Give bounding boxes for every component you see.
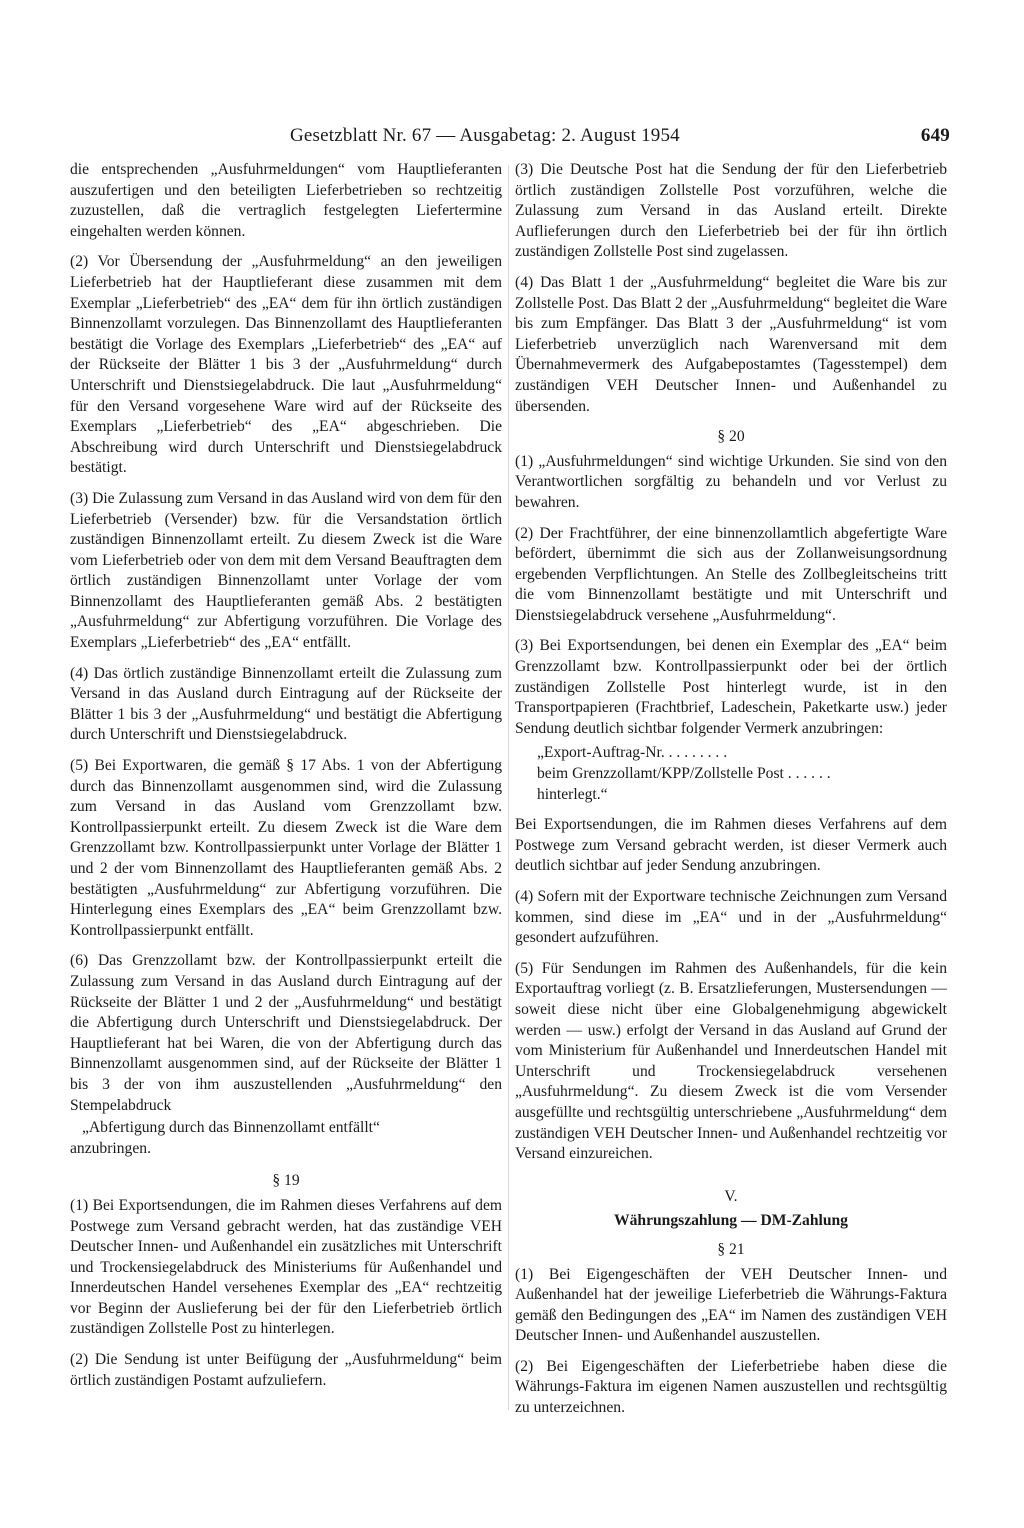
paragraph: (1) Bei Eigengeschäften der VEH Deutscher Innen- und Außenhandel hat der jeweilige Lieferbetrieb die Währungs-Faktura gemäß den Bedingungen des „EA“ im Namen des zuständigen VEH Deutscher Innen- und Außenhandel auszustellen. (515, 1265, 947, 1345)
left-column (70, 160, 502, 1401)
column-divider (508, 165, 509, 1410)
part-v-heading: Währungszahlung — DM-Zahlung (614, 1212, 848, 1230)
remark-line: hinterlegt.“ (537, 785, 608, 803)
remark-line: beim Grenzzollamt/KPP/Zollstelle Post . . . . . . (537, 765, 831, 783)
paragraph: anzubringen. (70, 1139, 151, 1157)
paragraph: (2) Vor Übersendung der „Ausfuhrmeldung“ an den jeweiligen Lieferbetrieb hat der Hauptlieferant diese zusammen mit dem Exemplar „Lieferbetrieb“ des „EA“ dem für ihn örtlich zuständigen Binnenzollamt vorzulegen. Das Binnenzollamt des Hauptlieferanten bestätigt die Vorlage des Exemplars „Lieferbetrieb“ des „EA“ auf der Rückseite der Blätter 1 bis 3 der „Ausfuhrmeldung“ durch Unterschrift und Dienstsiegelabdruck. Die laut „Ausfuhrmeldung“ für den Versand vorgesehene Ware wird auf der Rückseite des Exemplars „Lieferbetrieb“ des „EA“ abgeschrieben. Die Abschreibung wird durch Unterschrift und Dienstsiegelabdruck bestätigt. (70, 253, 502, 477)
part-v-title: V. (724, 1187, 738, 1205)
paragraph: (4) Das örtlich zuständige Binnenzollamt erteilt die Zulassung zum Versand in das Ausland durch Eintragung auf der Rückseite der Blätter 1 bis 3 der „Ausfuhrmeldung“ und bestätigt die Abfertigung durch Unterschrift und Dienstsiegelabdruck. (70, 664, 502, 744)
paragraph: (4) Das Blatt 1 der „Ausfuhrmeldung“ begleitet die Ware bis zur Zollstelle Post. Das Blatt 2 der „Ausfuhrmeldung“ begleitet die Ware bis zum Empfänger. Das Blatt 3 der „Ausfuhrmeldung“ ist vom Lieferbetrieb unverzüglich nach Warenversand mit dem Übernahmevermerk des Aufgabepostamtes (Tagesstempel) dem zuständigen VEH Deutscher Innen- und Außenhandel zu übersenden. (515, 273, 947, 415)
paragraph: (3) Bei Exportsendungen, bei denen ein Exemplar des „EA“ beim Grenzzollamt bzw. Kontrollpassierpunkt oder bei der örtlich zuständigen Zollstelle Post hinterlegt wurde, ist in den Transportpapieren (Frachtbrief, Ladeschein, Paketkarte usw.) jeder Sendung deutlich sichtbar folgender Vermerk anzubringen: (515, 637, 947, 737)
stamp-text-quote: „Abfertigung durch das Binnenzollamt entfällt“ (82, 1119, 380, 1137)
paragraph: (5) Für Sendungen im Rahmen des Außenhandels, für die kein Exportauftrag vorliegt (z. B. Ersatzlieferungen, Mustersendungen — soweit diese nicht über eine Globalgenehmigung abgewickelt werden — usw.) erfolgt der Versand in das Ausland auf Grund der vom Ministerium für Außenhandel und Innerdeutschen Handel mit Unterschrift und Trockensiegelabdruck versehenen „Ausfuhrmeldung“. Zu diesem Zweck ist die vom Versender ausgefüllte und rechtsgültig unterschriebene „Ausfuhrmeldung“ dem zuständigen VEH Deutscher Innen- und Außenhandel rechtzeitig vor Versand einzureichen. (515, 959, 947, 1163)
paragraph: (2) Bei Eigengeschäften der Lieferbetriebe haben diese die Währungs-Faktura im eigenen Namen auszustellen und rechtsgültig zu unterzeichnen. (515, 1357, 947, 1417)
paragraph: (6) Das Grenzzollamt bzw. der Kontrollpassierpunkt erteilt die Zulassung zum Versand in das Ausland durch Eintragung auf der Rückseite der Blätter 1 und 2 der „Ausfuhrmeldung“ und bestätigt die Abfertigung durch Unterschrift und Dienstsiegelabdruck. Der Hauptlieferant hat bei Waren, die von der Abfertigung durch das Binnenzollamt ausgenommen sind, auf der Rückseite der Blätter 1 bis 3 der von ihm auszustellenden „Ausfuhrmeldung“ den Stempelabdruck (70, 952, 502, 1114)
paragraph: (2) Der Frachtführer, der eine binnenzollamtlich abgefertigte Ware befördert, übernimmt die sich aus der Zollanweisungsordnung ergebenden Verpflichtungen. An Stelle des Zollbegleitscheins tritt die vom Binnenzollamt bestätigte und mit Unterschrift und Dienstsiegelabdruck versehene „Ausfuhrmeldung“. (515, 524, 947, 624)
paragraph: Bei Exportsendungen, die im Rahmen dieses Verfahrens auf dem Postwege zum Versand gebracht werden, ist dieser Vermerk auch deutlich sichtbar auf jeder Sendung anzubringen. (515, 816, 947, 875)
section-20-title: § 20 (717, 428, 745, 446)
paragraph: (2) Die Sendung ist unter Beifügung der „Ausfuhrmeldung“ beim örtlich zuständigen Postamt aufzuliefern. (70, 1351, 502, 1389)
paragraph: (1) „Ausfuhrmeldungen“ sind wichtige Urkunden. Sie sind von den Verantwortlichen sorgfältig zu behandeln und vor Verlust zu bewahren. (515, 452, 947, 511)
right-column (515, 160, 947, 1429)
section-19-title: § 19 (272, 1172, 300, 1190)
paragraph: (4) Sofern mit der Exportware technische Zeichnungen zum Versand kommen, sind diese im „EA“ und in der „Ausfuhrmeldung“ gesondert aufzuführen. (515, 888, 947, 947)
remark-line: „Export-Auftrag-Nr. . . . . . . . . (537, 744, 728, 762)
page-number: 649 (920, 125, 950, 146)
paragraph: die entsprechenden „Ausfuhrmeldungen“ vom Hauptlieferanten auszufertigen und den beteiligten Lieferbetrieben so rechtzeitig zuzustellen, daß die vertraglich festgelegten Liefertermine eingehalten werden können. (70, 161, 502, 240)
paragraph: (1) Bei Exportsendungen, die im Rahmen dieses Verfahrens auf dem Postwege zum Versand gebracht werden, hat das zuständige VEH Deutscher Innen- und Außenhandel ein zusätzliches mit Unterschrift und Trockensiegelabdruck des Ministeriums für Außenhandel und Innerdeutschen Handel versehenes Exemplar des „EA“ rechtzeitig vor Beginn der Auslieferung bei der für den Lieferbetrieb örtlich zuständigen Zollstelle Post zu hinterlegen. (70, 1196, 502, 1338)
paragraph: (3) Die Zulassung zum Versand in das Ausland wird von dem für den Lieferbetrieb (Versender) bzw. für die Versandstation örtlich zuständigen Binnenzollamt erteilt. Zu diesem Zweck ist die Ware vom Lieferbetrieb oder von dem mit dem Versand Beauftragten dem örtlich zuständigen Binnenzollamt unter Vorlage der vom Binnenzollamt des Hauptlieferanten gemäß Abs. 2 bestätigten „Ausfuhrmeldung“ zur Abfertigung vorzuführen. Die Vorlage des Exemplars „Lieferbetrieb“ des „EA“ entfällt. (70, 489, 502, 652)
paragraph: (3) Die Deutsche Post hat die Sendung der für den Lieferbetrieb örtlich zuständigen Zollstelle Post vorzuführen, welche die Zulassung zum Versand in das Ausland erteilt. Direkte Auflieferungen durch den Lieferbetrieb bei der für ihn örtlich zuständigen Zollstelle Post sind zugelassen. (515, 161, 947, 261)
paragraph: (5) Bei Exportwaren, die gemäß § 17 Abs. 1 von der Abfertigung durch das Binnenzollamt ausgenommen sind, wird die Zulassung zum Versand in das Ausland vom Grenzzollamt bzw. Kontrollpassierpunkt erteilt. Zu diesem Zweck ist die Ware dem Grenzzollamt bzw. Kontrollpassierpunkt unter Vorlage der Blätter 1 und 2 der vom Binnenzollamt des Hauptlieferanten gemäß Abs. 2 bestätigten „Ausfuhrmeldung“ zur Abfertigung vorzuführen. Die Hinterlegung eines Exemplars des „EA“ beim Grenzzollamt bzw. Kontrollpassierpunkt entfällt. (70, 757, 502, 939)
section-21-title: § 21 (717, 1240, 745, 1258)
header-title: Gesetzblatt Nr. 67 — Ausgabetag: 2. August 1954 (290, 125, 680, 146)
